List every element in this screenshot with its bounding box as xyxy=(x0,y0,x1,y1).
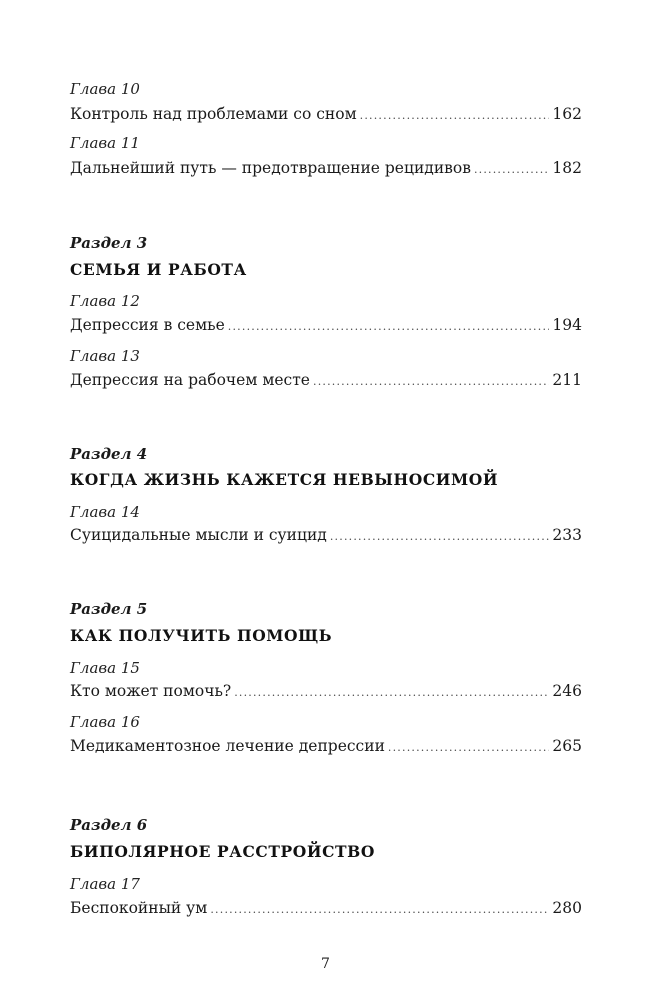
chapter-line xyxy=(70,736,582,758)
dot-leader xyxy=(234,683,549,703)
chapter-title: Беспокойный ум xyxy=(70,899,208,917)
chapter-page-number: 280 xyxy=(552,899,582,917)
chapter-label: Глава 17 xyxy=(70,875,140,893)
chapter-line xyxy=(70,525,582,547)
chapter-page-number: 265 xyxy=(552,737,582,755)
chapter-title: Кто может помочь? xyxy=(70,682,232,700)
chapter-label: Глава 14 xyxy=(70,503,140,521)
chapter-label: Глава 16 xyxy=(70,713,140,731)
chapter-page-number: 246 xyxy=(552,682,582,700)
chapter-label: Глава 12 xyxy=(70,292,140,310)
page-number: 7 xyxy=(321,956,330,972)
chapter-title: Суицидальные мысли и суицид xyxy=(70,526,327,544)
chapter-title: Дальнейший путь — предотвращение рецидивов xyxy=(70,159,471,177)
chapter-page-number: 211 xyxy=(552,371,582,389)
chapter-label: Глава 10 xyxy=(70,80,140,98)
chapter-page-number: 182 xyxy=(552,159,582,177)
section-label: Раздел 5 xyxy=(70,600,148,618)
chapter-page-number: 194 xyxy=(552,316,582,334)
chapter-title: Контроль над проблемами со сном xyxy=(70,105,357,123)
chapter-title: Медикаментозное лечение депрессии xyxy=(70,737,385,755)
section-title: КОГДА ЖИЗНЬ КАЖЕТСЯ НЕВЫНОСИМОЙ xyxy=(70,470,499,489)
dot-leader xyxy=(360,106,550,126)
section-label: Раздел 4 xyxy=(70,445,148,463)
chapter-title: Депрессия в семье xyxy=(70,316,225,334)
chapter-label: Глава 15 xyxy=(70,659,140,677)
dot-leader xyxy=(474,160,549,180)
dot-leader xyxy=(330,527,550,547)
chapter-line xyxy=(70,104,582,126)
section-label: Раздел 6 xyxy=(70,816,148,834)
chapter-page-number: 162 xyxy=(552,105,582,123)
dot-leader xyxy=(388,738,550,758)
section-title: СЕМЬЯ И РАБОТА xyxy=(70,260,247,279)
chapter-line xyxy=(70,681,582,703)
chapter-title: Депрессия на рабочем месте xyxy=(70,371,310,389)
section-label: Раздел 3 xyxy=(70,234,148,252)
chapter-line xyxy=(70,315,582,337)
section-title: КАК ПОЛУЧИТЬ ПОМОЩЬ xyxy=(70,626,333,645)
chapter-page-number: 233 xyxy=(552,526,582,544)
section-title: БИПОЛЯРНОЕ РАССТРОЙСТВО xyxy=(70,842,375,861)
dot-leader xyxy=(210,900,549,920)
dot-leader xyxy=(228,317,550,337)
chapter-line xyxy=(70,370,582,392)
chapter-label: Глава 11 xyxy=(70,134,140,152)
chapter-line xyxy=(70,158,582,180)
dot-leader xyxy=(313,372,549,392)
chapter-line xyxy=(70,898,582,920)
chapter-label: Глава 13 xyxy=(70,347,140,365)
